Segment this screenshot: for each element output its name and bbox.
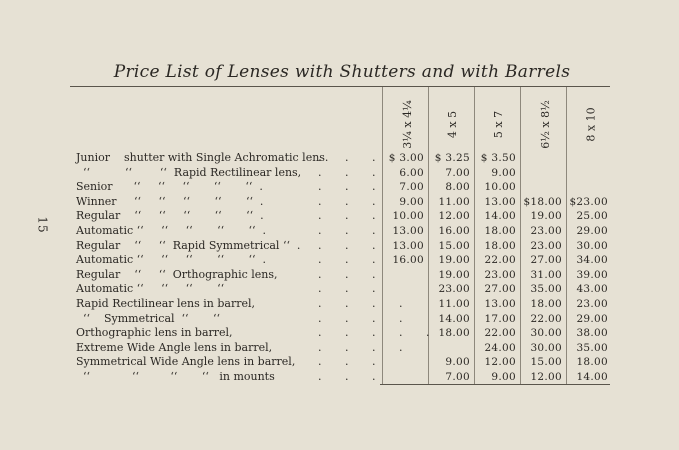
price-cell: 13.00 [392, 239, 424, 252]
table-row [0, 354, 679, 370]
row-leader-dots: . . . [318, 180, 386, 194]
table-row [0, 179, 679, 195]
price-cell: 16.00 [438, 225, 470, 237]
row-label: Automatic ‘‘ ‘‘ ‘‘ ‘‘ [76, 282, 225, 296]
price-cell: 13.00 [392, 225, 424, 237]
table-row [0, 208, 679, 224]
row-leader-dots: . . . [318, 165, 386, 179]
table-row [0, 223, 679, 239]
row-label: Automatic ‘‘ ‘‘ ‘‘ ‘‘ ‘‘ . [76, 253, 267, 267]
row-label: Orthographic lens in barrel, [76, 326, 233, 340]
price-cell: 23.00 [530, 239, 562, 252]
row-leader-dots: . . . [318, 209, 386, 223]
price-cell: 34.00 [576, 254, 608, 267]
price-cell: 10.00 [392, 210, 424, 223]
page-title: Price List of Lenses with Shutters and with Barrels [113, 62, 571, 82]
row-label: Regular ‘‘ ‘‘ ‘‘ ‘‘ ‘‘ . [76, 209, 264, 223]
row-label: Extreme Wide Angle lens in barrel, [76, 340, 273, 354]
row-leader-dots: . . . [318, 224, 386, 237]
row-leader-dots: . . . [318, 267, 386, 281]
price-cell: 10.00 [484, 181, 516, 194]
price-cell: 23.00 [484, 268, 516, 281]
row-label: Winner ‘‘ ‘‘ ‘‘ ‘‘ ‘‘ . [76, 194, 264, 208]
price-cell: 11.00 [438, 195, 470, 208]
price-cell: $18.00 [523, 195, 562, 208]
price-cell: $ 3.50 [480, 152, 516, 164]
row-label: Regular ‘‘ ‘‘ Rapid Symmetrical ‘‘ . [76, 238, 301, 252]
price-cell: 12.00 [530, 371, 562, 383]
price-cell: 35.00 [530, 283, 562, 296]
price-cell: 18.00 [530, 298, 562, 310]
price-cell: 30.00 [530, 327, 562, 340]
price-cell: 24.00 [484, 341, 516, 354]
row-leader-dots: . . . [318, 253, 386, 267]
price-cell: 38.00 [576, 327, 608, 340]
column-header-label: 8 x 10 [584, 106, 598, 142]
column-header [430, 98, 476, 150]
price-cell: 35.00 [576, 341, 608, 354]
column-header-label: 5 x 7 [492, 110, 506, 138]
table-row [0, 340, 679, 356]
row-label: Rapid Rectilinear lens in barrel, [76, 297, 256, 310]
price-cell: 30.00 [530, 341, 562, 354]
row-label: Senior ‘‘ ‘‘ ‘‘ ‘‘ ‘‘ . [76, 180, 263, 194]
row-label: ‘‘ ‘‘ ‘‘ Rapid Rectilinear lens, [76, 165, 302, 179]
price-cell: 8.00 [445, 181, 470, 194]
row-leader-dots: . . . [318, 238, 386, 252]
price-cell: 12.00 [438, 210, 470, 223]
table-row [0, 281, 679, 297]
price-cell: 14.00 [576, 371, 608, 383]
row-label: Junior shutter with Single Achromatic lens. [76, 151, 329, 164]
table-row [0, 325, 679, 341]
price-cell: 14.00 [484, 210, 516, 223]
price-cell: 43.00 [576, 283, 608, 296]
column-header [384, 98, 430, 150]
price-cell: 22.00 [530, 312, 562, 325]
table-row [0, 238, 679, 254]
price-cell: 15.00 [530, 356, 562, 369]
price-cell: 9.00 [399, 195, 424, 208]
table-row [0, 194, 679, 210]
price-cell: 25.00 [576, 210, 608, 223]
price-cell: 11.00 [438, 298, 470, 310]
price-cell: 27.00 [530, 254, 562, 267]
price-cell: 7.00 [399, 181, 424, 194]
price-cell: 18.00 [484, 239, 516, 252]
row-label: Automatic ‘‘ ‘‘ ‘‘ ‘‘ ‘‘ . [76, 224, 267, 237]
page-number: 15 [35, 216, 50, 234]
price-cell: 15.00 [438, 239, 470, 252]
row-leader-dots: . . . [318, 282, 386, 296]
price-cell: 17.00 [484, 312, 516, 325]
price-cell: 18.00 [484, 225, 516, 237]
price-cell: 19.00 [438, 254, 470, 267]
row-label: ‘‘ ‘‘ ‘‘ ‘‘ in mounts [76, 370, 275, 383]
price-cell: 6.00 [399, 166, 424, 179]
row-leader-dots: . . . . . [318, 326, 440, 340]
column-header-label: 6½ x 8½ [538, 99, 552, 149]
price-cell: 29.00 [576, 225, 608, 237]
table-row [0, 267, 679, 283]
column-header [522, 98, 568, 150]
price-cell: 27.00 [484, 283, 516, 296]
row-label: ‘‘ Symmetrical ‘‘ ‘‘ [76, 311, 220, 325]
price-cell: 9.00 [445, 356, 470, 369]
table-row [0, 296, 679, 312]
price-cell: 18.00 [438, 327, 470, 340]
price-cell: 23.00 [576, 298, 608, 310]
row-leader-dots: . . . [318, 370, 386, 383]
table-row [0, 150, 679, 166]
column-header-label: 3¼ x 4¼ [400, 99, 414, 149]
price-cell: 22.00 [484, 327, 516, 340]
price-cell: 13.00 [484, 298, 516, 310]
top-rule [70, 86, 610, 87]
row-label: Regular ‘‘ ‘‘ Orthographic lens, [76, 267, 278, 281]
price-cell: 16.00 [392, 254, 424, 267]
row-leader-dots: . . . . [318, 297, 413, 310]
row-leader-dots: . . . [318, 194, 386, 208]
price-cell: $23.00 [569, 195, 608, 208]
row-leader-dots: . . . [318, 151, 386, 164]
price-cell: 22.00 [484, 254, 516, 267]
price-cell: 23.00 [530, 225, 562, 237]
row-leader-dots: . . . [318, 355, 386, 369]
table-row [0, 165, 679, 181]
price-cell: 9.00 [491, 166, 516, 179]
price-cell: 7.00 [445, 371, 470, 383]
row-leader-dots: . . . . [318, 311, 413, 325]
price-cell: $ 3.25 [434, 152, 470, 164]
column-header [568, 98, 614, 150]
price-cell: 23.00 [438, 283, 470, 296]
table-row [0, 311, 679, 327]
price-cell: 30.00 [576, 239, 608, 252]
column-header-label: 4 x 5 [446, 110, 460, 138]
price-cell: 19.00 [438, 268, 470, 281]
price-cell: 12.00 [484, 356, 516, 369]
bottom-rule [380, 384, 610, 385]
price-cell: $ 3.00 [388, 152, 424, 164]
column-header [476, 98, 522, 150]
price-cell: 18.00 [576, 356, 608, 369]
price-cell: 7.00 [445, 166, 470, 179]
table-row [0, 369, 679, 385]
table-row [0, 252, 679, 268]
row-leader-dots: . . . . [318, 340, 413, 354]
price-cell: 29.00 [576, 312, 608, 325]
price-cell: 13.00 [484, 195, 516, 208]
price-cell: 39.00 [576, 268, 608, 281]
price-cell: 19.00 [530, 210, 562, 223]
price-cell: 14.00 [438, 312, 470, 325]
price-cell: 9.00 [491, 371, 516, 383]
price-cell: 31.00 [530, 268, 562, 281]
row-label: Symmetrical Wide Angle lens in barrel, [76, 355, 296, 369]
